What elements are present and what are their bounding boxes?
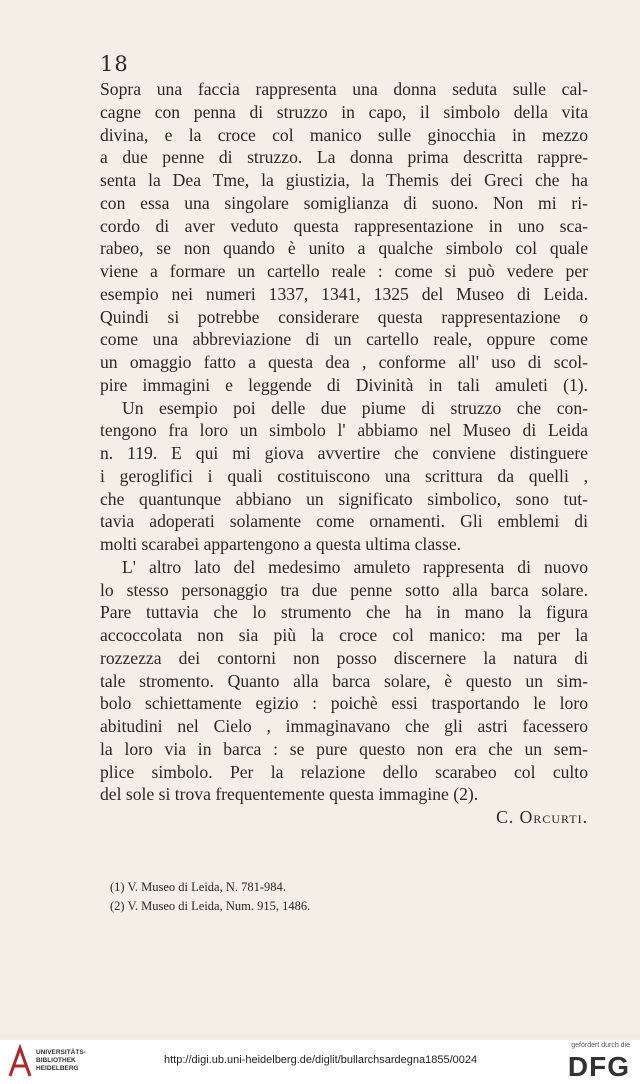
text-line: del sole si trova frequentemente questa immagine (2). <box>100 784 479 805</box>
text-line: n. 119. E qui mi giova avvertire che conviene distinguere <box>100 443 588 463</box>
text-line: un omaggio fatto a questa dea , conforme all' uso di scol- <box>100 352 588 372</box>
text-line: con essa una singolare somiglianza di suono. Non mi ri- <box>100 192 588 213</box>
text-line: tavia adoperati solamente come ornamenti. Gli emblemi di <box>100 511 588 532</box>
text-line: rozzezza dei contorni non posso discernere la natura di <box>100 647 588 668</box>
text-line: tale stromento. Quanto alla barca solare, è questo un sim- <box>100 670 588 691</box>
text-line: senta la Dea Tme, la giustizia, la Themis dei Greci che ha <box>100 170 588 190</box>
text-line: la loro via in barca : se pure questo non era che un sem- <box>100 738 588 759</box>
footnote: (1) V. Museo di Leida, N. 781-984. <box>110 880 286 894</box>
text-line: lo stesso personaggio tra due penne sotto alla barca solare. <box>100 579 588 600</box>
library-name: UNIVERSITÄTS- BIBLIOTHEK HEIDELBERG <box>36 1049 86 1072</box>
body-text <box>100 78 588 829</box>
text-line: molti scarabei appartengono a questa ultima classe. <box>100 534 462 554</box>
text-line: Un esempio poi delle due piume di struzzo che con- <box>122 397 588 418</box>
text-line: a due penne di struzzo. La donna prima descritta rappre- <box>100 147 588 168</box>
footnote: (2) V. Museo di Leida, Num. 915, 1486. <box>110 899 311 913</box>
text-line: bolo schiettamente egizio : poichè essi trasportando le loro <box>100 693 588 714</box>
text-line: Sopra una faccia rappresenta una donna seduta sulle cal- <box>100 79 588 99</box>
text-line: Quindi si potrebbe considerare questa rappresentazione o <box>100 306 588 327</box>
text-line: tengono fra loro un simbolo l' abbiamo nel Museo di Leida <box>100 420 588 441</box>
text-line: come una abbreviazione di un cartello reale, oppure come <box>100 329 588 350</box>
text-line: che quantunque abbiano un significato simbolico, sono tut- <box>100 488 588 509</box>
university-library-logo-icon <box>8 1044 32 1078</box>
text-line: Pare tuttavia che lo strumento che ha in mano la figura <box>100 602 588 623</box>
text-line: viene a formare un cartello reale : come si può vedere per <box>100 261 588 281</box>
permalink-url[interactable]: http://digi.ub.uni-heidelberg.de/diglit/bullarchsardegna1855/0024 <box>164 1054 478 1066</box>
text-line: esempio nei numeri 1337, 1341, 1325 del Museo di Leida. <box>100 283 588 304</box>
sponsor-caption: gefördert durch die <box>571 1042 630 1049</box>
text-line: cagne con penna di struzzo in capo, il simbolo della vita <box>100 101 588 122</box>
text-line: divina, e la croce col manico sulle ginocchia in mezzo <box>100 124 588 145</box>
text-line: rabeo, se non quando è unito a qualche simbolo col quale <box>100 238 588 259</box>
text-line: pire immagini e leggende di Divinità in tali amuleti (1). <box>100 374 588 395</box>
text-line: accoccolata non sia più la croce col manico: ma per la <box>100 625 588 645</box>
dfg-logo: DFG <box>567 1051 630 1082</box>
text-line: L' altro lato del medesimo amuleto rappresenta di nuovo <box>122 556 588 577</box>
text-line: C. Orcurti. <box>496 807 588 827</box>
text-line: cordo di aver veduto questa rappresentazione in uno sca- <box>100 215 588 236</box>
page-number: 18 <box>100 52 129 76</box>
text-line: i geroglifici i quali costituiscono una scrittura da quelli , <box>100 465 588 486</box>
footnotes <box>110 878 530 916</box>
text-line: plice simbolo. Per la relazione dello scarabeo col culto <box>100 761 588 782</box>
text-line: abitudini nel Cielo , immaginavano che gli astri facessero <box>100 716 588 736</box>
viewer-footer <box>0 1040 640 1084</box>
